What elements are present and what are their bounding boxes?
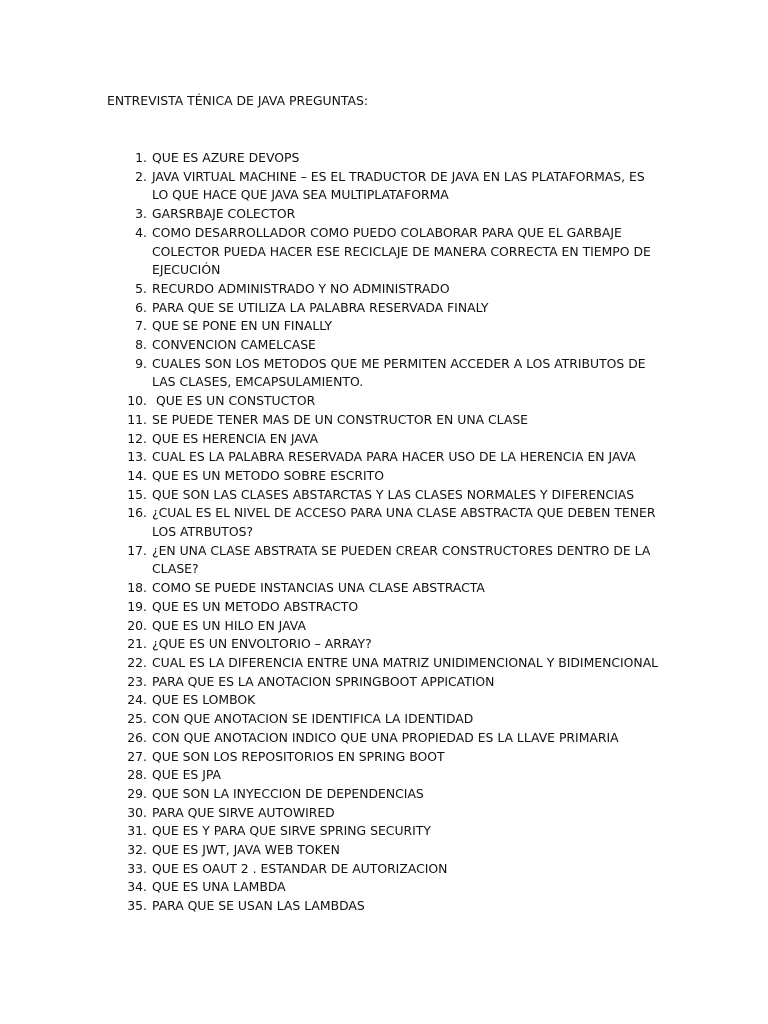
list-item-text: PARA QUE ES LA ANOTACION SPRINGBOOT APPICATION bbox=[152, 673, 495, 689]
list-item-text: PARA QUE SE USAN LAS LAMBDAS bbox=[152, 898, 365, 914]
list-item-text: CON QUE ANOTACION INDICO QUE UNA PROPIEDAD ES LA LLAVE PRIMARIA bbox=[152, 729, 619, 745]
list-item bbox=[0, 766, 768, 785]
list-item bbox=[0, 168, 768, 205]
list-item-text: COMO SE PUEDE INSTANCIAS UNA CLASE ABSTRACTA bbox=[152, 580, 485, 596]
list-item-text: QUE ES UN CONSTUCTOR bbox=[152, 393, 316, 409]
list-item-number: 17. bbox=[127, 542, 147, 558]
list-item-number: 19. bbox=[127, 598, 147, 614]
list-item-number: 34. bbox=[127, 879, 147, 895]
list-item-text: QUE ES JWT, JAVA WEB TOKEN bbox=[152, 842, 340, 858]
list-item bbox=[0, 673, 768, 692]
list-item-text: QUE ES OAUT 2 . ESTANDAR DE AUTORIZACION bbox=[152, 860, 448, 876]
list-item bbox=[0, 748, 768, 767]
list-item bbox=[0, 336, 768, 355]
list-item bbox=[0, 280, 768, 299]
list-item-number: 21. bbox=[127, 636, 147, 652]
list-item-number: 12. bbox=[127, 430, 147, 446]
list-item-text: CON QUE ANOTACION SE IDENTIFICA LA IDENTIDAD bbox=[152, 711, 474, 727]
question-list bbox=[0, 149, 768, 916]
list-item bbox=[0, 617, 768, 636]
list-item-text: QUE ES UN METODO ABSTRACTO bbox=[152, 598, 359, 614]
list-item bbox=[0, 317, 768, 336]
document-title: ENTREVISTA TÉNICA DE JAVA PREGUNTAS: bbox=[107, 93, 369, 108]
list-item-number: 22. bbox=[127, 654, 147, 670]
list-item-number: 3. bbox=[135, 206, 147, 222]
list-item-number: 6. bbox=[135, 299, 147, 315]
list-item-number: 10. bbox=[127, 393, 147, 409]
list-item bbox=[0, 691, 768, 710]
list-item-number: 11. bbox=[127, 411, 147, 427]
list-item-number: 13. bbox=[127, 449, 147, 465]
list-item-text: QUE SON LA INYECCION DE DEPENDENCIAS bbox=[152, 785, 424, 801]
list-item-text: QUE ES UN HILO EN JAVA bbox=[152, 617, 306, 633]
list-item-text: QUE SE PONE EN UN FINALLY bbox=[152, 318, 333, 334]
list-item-number: 30. bbox=[127, 804, 147, 820]
list-item bbox=[0, 804, 768, 823]
list-item-text: PARA QUE SIRVE AUTOWIRED bbox=[152, 804, 335, 820]
list-item-text: QUE ES UN METODO SOBRE ESCRITO bbox=[152, 467, 384, 483]
list-item-text: QUE ES UNA LAMBDA bbox=[152, 879, 286, 895]
list-item-text: QUE SON LOS REPOSITORIOS EN SPRING BOOT bbox=[152, 748, 445, 764]
list-item bbox=[0, 729, 768, 748]
list-item-number: 32. bbox=[127, 842, 147, 858]
list-item-text: CUALES SON LOS METODOS QUE ME PERMITEN ACCEDER A LOS ATRIBUTOS DE LAS CLASES, EMCAPSULAMIENTO. bbox=[152, 355, 650, 390]
list-item bbox=[0, 486, 768, 505]
list-item bbox=[0, 355, 768, 392]
list-item bbox=[0, 785, 768, 804]
list-item bbox=[0, 467, 768, 486]
list-item bbox=[0, 205, 768, 224]
list-item-text: QUE ES Y PARA QUE SIRVE SPRING SECURITY bbox=[152, 823, 431, 839]
list-item-text: ¿QUE ES UN ENVOLTORIO – ARRAY? bbox=[152, 636, 372, 652]
list-item bbox=[0, 822, 768, 841]
list-item bbox=[0, 878, 768, 897]
list-item bbox=[0, 598, 768, 617]
list-item bbox=[0, 579, 768, 598]
list-item bbox=[0, 504, 768, 541]
list-item-text: SE PUEDE TENER MAS DE UN CONSTRUCTOR EN UNA CLASE bbox=[152, 411, 529, 427]
list-item-text: RECURDO ADMINISTRADO Y NO ADMINISTRADO bbox=[152, 280, 450, 296]
list-item-number: 1. bbox=[135, 150, 147, 165]
list-item bbox=[0, 411, 768, 430]
list-item-number: 28. bbox=[127, 767, 147, 783]
list-item bbox=[0, 635, 768, 654]
list-item-number: 29. bbox=[127, 785, 147, 801]
list-item-number: 5. bbox=[135, 280, 147, 296]
list-item-number: 31. bbox=[127, 823, 147, 839]
list-item-number: 4. bbox=[135, 224, 147, 240]
list-item-text: QUE ES HERENCIA EN JAVA bbox=[152, 430, 319, 446]
list-item-number: 35. bbox=[127, 898, 147, 914]
list-item-number: 27. bbox=[127, 748, 147, 764]
list-item-text: ¿CUAL ES EL NIVEL DE ACCESO PARA UNA CLASE ABSTRACTA QUE DEBEN TENER LOS ATRBUTOS? bbox=[152, 505, 660, 540]
list-item-text: PARA QUE SE UTILIZA LA PALABRA RESERVADA FINALY bbox=[152, 299, 489, 315]
list-item-text: CUAL ES LA DIFERENCIA ENTRE UNA MATRIZ UNIDIMENCIONAL Y BIDIMENCIONAL bbox=[152, 654, 659, 670]
list-item-text: CUAL ES LA PALABRA RESERVADA PARA HACER USO DE LA HERENCIA EN JAVA bbox=[152, 449, 636, 465]
list-item bbox=[0, 149, 768, 168]
list-item-number: 23. bbox=[127, 673, 147, 689]
list-item-number: 20. bbox=[127, 617, 147, 633]
list-item-text: CONVENCION CAMELCASE bbox=[152, 337, 316, 353]
list-item bbox=[0, 542, 768, 579]
list-item bbox=[0, 224, 768, 280]
list-item-text: QUE ES JPA bbox=[152, 767, 222, 783]
list-item-text: GARSRBAJE COLECTOR bbox=[152, 206, 296, 222]
list-item bbox=[0, 430, 768, 449]
list-item bbox=[0, 897, 768, 916]
list-item bbox=[0, 299, 768, 318]
list-item-number: 33. bbox=[127, 860, 147, 876]
list-item-number: 7. bbox=[135, 318, 147, 334]
list-item bbox=[0, 392, 768, 411]
list-item-number: 25. bbox=[127, 711, 147, 727]
list-item-number: 16. bbox=[127, 505, 147, 521]
list-item-text: QUE SON LAS CLASES ABSTARCTAS Y LAS CLASES NORMALES Y DIFERENCIAS bbox=[152, 486, 635, 502]
list-item-number: 18. bbox=[127, 580, 147, 596]
list-item-number: 14. bbox=[127, 467, 147, 483]
list-item-number: 15. bbox=[127, 486, 147, 502]
list-item-number: 8. bbox=[135, 337, 147, 353]
list-item-number: 24. bbox=[127, 692, 147, 708]
list-item-text: QUE ES LOMBOK bbox=[152, 692, 256, 708]
list-item bbox=[0, 841, 768, 860]
list-item-text: COMO DESARROLLADOR COMO PUEDO COLABORAR PARA QUE EL GARBAJE COLECTOR PUEDA HACER ESE RECICLAJE DE MANERA CORRECTA EN TIEMPO DE EJECUCIÓN bbox=[152, 224, 655, 278]
list-item bbox=[0, 710, 768, 729]
list-item bbox=[0, 860, 768, 879]
list-item-number: 2. bbox=[135, 168, 147, 184]
list-item bbox=[0, 654, 768, 673]
list-item-text: JAVA VIRTUAL MACHINE – ES EL TRADUCTOR DE JAVA EN LAS PLATAFORMAS, ES LO QUE HACE QUE JAVA SEA MULTIPLATAFORMA bbox=[152, 168, 649, 203]
list-item-number: 9. bbox=[135, 355, 147, 371]
list-item-text: QUE ES AZURE DEVOPS bbox=[152, 150, 300, 165]
list-item-text: ¿EN UNA CLASE ABSTRATA SE PUEDEN CREAR CONSTRUCTORES DENTRO DE LA CLASE? bbox=[152, 542, 655, 577]
list-item bbox=[0, 448, 768, 467]
list-item-number: 26. bbox=[127, 729, 147, 745]
